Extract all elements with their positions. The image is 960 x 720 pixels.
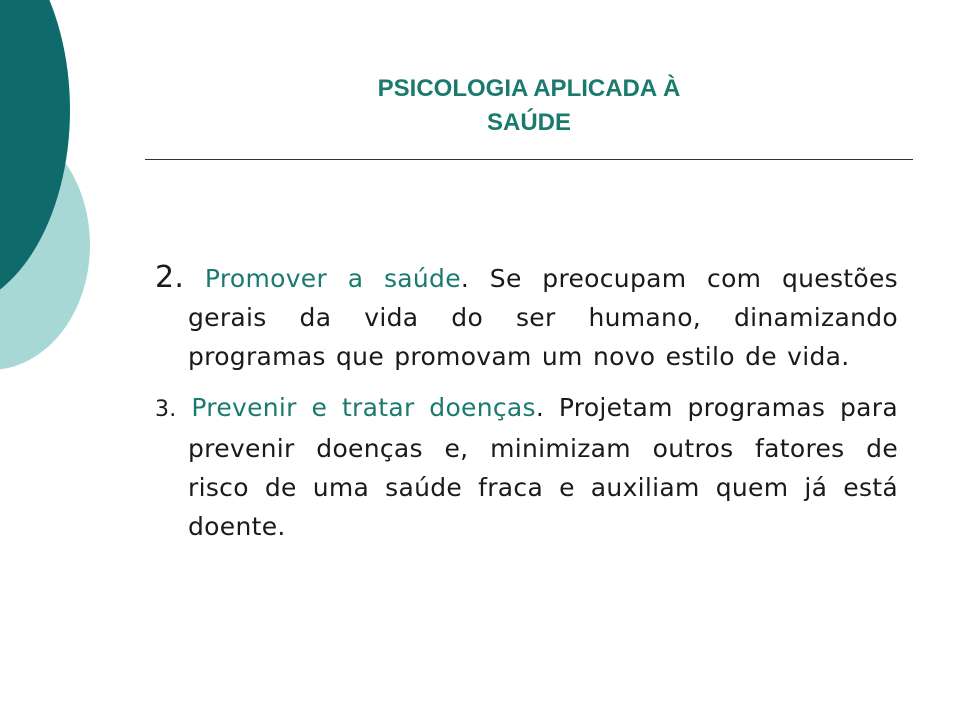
slide-title-line-1: PSICOLOGIA APLICADA À (377, 75, 681, 102)
title-divider (145, 159, 913, 160)
list-item-number: 3. (155, 397, 177, 422)
slide-title (145, 72, 913, 140)
list-item-text: . Projetam programas para prevenir doenças e, minimizam outros fatores de risco de uma saúde fraca e auxiliam quem já está doente. (188, 393, 898, 541)
slide-body (155, 258, 898, 546)
list-item (155, 388, 898, 546)
list-item (155, 258, 898, 376)
list-item-number: 2. (155, 260, 185, 295)
slide-title-line-2: SAÚDE (486, 109, 571, 136)
list-item-highlight: Prevenir e tratar doenças (191, 393, 536, 422)
list-item-text: . Se preocupam com questões gerais da vida do ser humano, dinamizando programas que promovam um novo estilo de vida. (188, 264, 899, 371)
list-item-highlight: Promover a saúde (204, 264, 461, 293)
